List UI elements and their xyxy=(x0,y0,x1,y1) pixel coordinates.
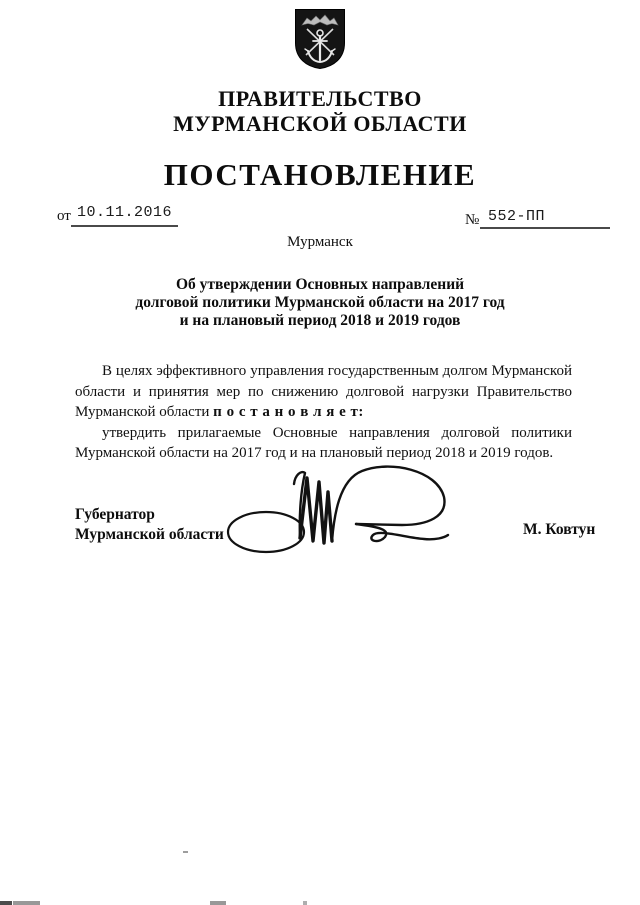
signer-position-line2: Мурманской области xyxy=(75,526,224,543)
body-line: В целях эффективного управления государственным долгом Мурманской xyxy=(102,363,572,379)
scan-artifact-bar xyxy=(210,901,226,905)
title-line: долговой политики Мурманской области на 2017 год xyxy=(135,294,505,311)
body-line: области и принятия мер по снижению долговой нагрузки Правительство xyxy=(75,383,572,400)
org-name-line1: ПРАВИТЕЛЬСТВО xyxy=(218,86,422,111)
document-type-heading: ПОСТАНОВЛЕНИЕ xyxy=(163,157,477,192)
coat-of-arms xyxy=(294,8,346,70)
signer-name: М. Ковтун xyxy=(523,521,596,538)
murmansk-coat-of-arms-icon xyxy=(294,8,346,70)
document-number-value: 552-ПП xyxy=(480,208,610,229)
body-line: Мурманской области на 2017 год и на плановый период 2018 и 2019 годов. xyxy=(75,445,554,461)
title-line: Об утверждении Основных направлений xyxy=(175,276,465,293)
handwritten-signature xyxy=(214,458,459,563)
date-prefix-label: от xyxy=(57,208,71,224)
number-prefix-label: № xyxy=(465,212,480,228)
title-line: и на плановый период 2018 и 2019 годов xyxy=(179,312,461,329)
scan-artifact-bar xyxy=(13,901,40,905)
body-line: утвердить прилагаемые Основные направления долговой политики xyxy=(102,424,572,441)
city-label: Мурманск xyxy=(287,234,353,250)
signer-position-line1: Губернатор xyxy=(75,506,155,523)
date-value: 10.11.2016 xyxy=(71,204,178,227)
resolves-keyword: п о с т а н о в л я е т: xyxy=(213,404,364,420)
signature-scribble-icon xyxy=(214,458,459,563)
body-line xyxy=(75,402,572,423)
scan-artifact-dash xyxy=(183,851,188,853)
org-name-line2: МУРМАНСКОЙ ОБЛАСТИ xyxy=(173,111,467,136)
scan-artifact-bar xyxy=(0,901,12,905)
document-title xyxy=(0,276,640,330)
body-text xyxy=(75,361,572,464)
scan-artifact-bar xyxy=(303,901,307,905)
body-line-text: Мурманской области xyxy=(75,404,210,420)
